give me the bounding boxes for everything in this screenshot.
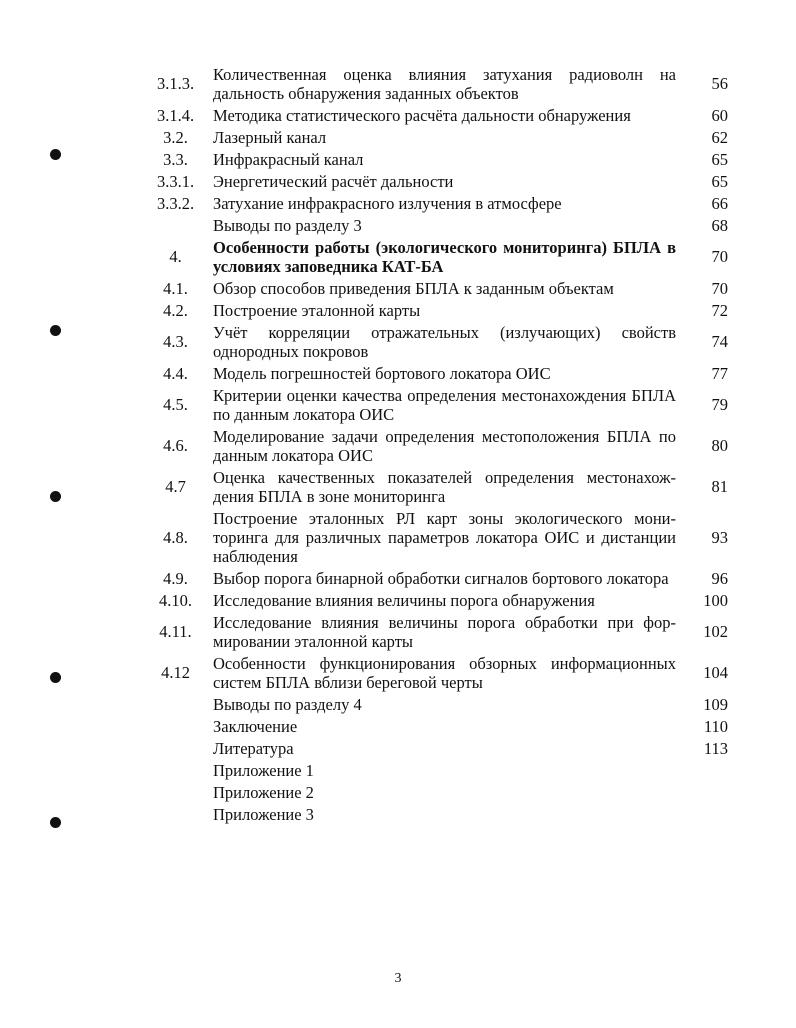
toc-entry-number	[138, 803, 213, 825]
toc-entry-number	[138, 693, 213, 715]
toc-entry-page: 113	[703, 738, 728, 758]
toc-entry	[138, 362, 728, 384]
toc-entry-title: Количественная оценка влияния затухания радиоволн на дальность обнаружения заданных объектов	[213, 64, 676, 103]
toc-entry-page: 56	[711, 74, 728, 93]
toc-entry-number: 4.4.	[163, 363, 188, 383]
toc-entry	[138, 299, 728, 321]
toc-entry-page: 62	[711, 127, 728, 147]
toc-entry-number	[138, 759, 213, 781]
toc-entry	[138, 781, 728, 803]
toc-entry-number	[138, 214, 213, 236]
toc-entry	[138, 170, 728, 192]
binding-hole	[50, 325, 61, 336]
toc-entry-page: 96	[711, 568, 728, 588]
page-number: 3	[394, 971, 402, 986]
toc-entry-number	[138, 737, 213, 759]
toc-entry	[138, 589, 728, 611]
toc-entry-number: 4.1.	[163, 278, 188, 298]
toc-entry-page: 66	[711, 193, 728, 213]
toc-entry	[138, 611, 728, 652]
toc-entry-page: 72	[711, 300, 728, 320]
toc-entry	[138, 737, 728, 759]
toc-entry-number: 4.	[169, 247, 182, 266]
toc-entry-page: 80	[711, 436, 728, 455]
toc-entry-page: 70	[711, 247, 728, 266]
toc-entry-title: Особенности функционирования обзорных информационных систем БПЛА вблизи береговой черты	[213, 653, 676, 692]
toc-entry-title: Лазерный канал	[213, 127, 327, 147]
toc-entry	[138, 148, 728, 170]
toc-entry-title: Методика статистического расчёта дальности обнаружения	[213, 105, 631, 125]
toc-entry	[138, 321, 728, 362]
toc-entry-title: Обзор способов приведения БПЛА к заданным объектам	[213, 278, 614, 298]
toc-entry-title: Оценка качественных показателей определения местонахождения БПЛА в зоне мониторинга	[213, 467, 676, 506]
toc-entry-title: Построение эталонных РЛ карт зоны экологического мониторинга для различных параметров локатора ОИС и дистанции наблюдения	[213, 508, 676, 566]
toc-entry-title: Приложение 1	[213, 760, 314, 780]
toc-entry-number: 3.1.4.	[156, 105, 195, 125]
toc-entry-page: 109	[703, 694, 728, 714]
binding-hole	[50, 491, 61, 502]
toc-entry-number: 4.8.	[163, 527, 188, 547]
toc-entry-title: Исследование влияния величины порога обработки при формировании эталонной карты	[213, 612, 676, 651]
toc-entry-title: Моделирование задачи определения местоположения БПЛА по данным локатора ОИС	[213, 426, 676, 465]
toc-entry-title: Выводы по разделу 3	[213, 215, 362, 235]
toc-entry-page: 74	[711, 332, 728, 351]
toc-entry-title: Литература	[213, 738, 294, 758]
toc-entry-page: 81	[711, 477, 728, 496]
toc-entry-page: 60	[711, 105, 728, 125]
toc-entry-title: Выводы по разделу 4	[213, 694, 362, 714]
toc-entry-page: 100	[703, 590, 728, 610]
toc-entry-number: 4.12	[161, 663, 190, 682]
toc-entry-page: 110	[703, 716, 728, 736]
toc-entry-number: 4.7	[165, 477, 186, 496]
binding-hole	[50, 817, 61, 828]
toc-entry	[138, 466, 728, 507]
toc-entry	[138, 803, 728, 825]
toc-entry-page	[676, 781, 728, 803]
toc-entry-title: Критерии оценки качества определения местонахождения БПЛА по данным локатора ОИС	[213, 385, 676, 424]
toc-entry-number: 4.9.	[163, 568, 188, 588]
toc-entry	[138, 214, 728, 236]
toc-entry-page: 104	[703, 663, 728, 682]
toc-entry-number: 4.10.	[159, 590, 192, 610]
toc-entry-number: 4.2.	[163, 300, 188, 320]
table-of-contents	[138, 63, 728, 825]
toc-entry	[138, 126, 728, 148]
toc-entry-title: Приложение 2	[213, 782, 314, 802]
toc-entry-number	[138, 715, 213, 737]
toc-entry-page: 65	[711, 149, 728, 169]
toc-entry-page	[676, 759, 728, 781]
toc-entry-number: 3.1.3.	[156, 74, 195, 93]
toc-entry-title: Модель погрешностей бортового локатора ОИС	[213, 363, 551, 383]
toc-entry-page	[676, 803, 728, 825]
toc-entry-page: 68	[711, 215, 728, 235]
toc-entry-title: Заключение	[213, 716, 298, 736]
toc-entry	[138, 759, 728, 781]
toc-entry-title: Приложение 3	[213, 804, 314, 824]
toc-entry-number: 4.5.	[163, 395, 188, 414]
toc-entry-title: Выбор порога бинарной обработки сигналов бортового локатора	[213, 568, 669, 588]
toc-entry-title: Особенности работы (экологического мониторинга) БПЛА в условиях заповедника КАТ-БА	[213, 237, 676, 276]
binding-hole	[50, 672, 61, 683]
toc-entry-number	[138, 781, 213, 803]
toc-entry-number: 4.11.	[159, 622, 192, 641]
toc-entry-number: 3.3.1.	[156, 171, 195, 191]
toc-entry-number: 3.3.2.	[156, 193, 195, 213]
toc-entry-page: 77	[711, 363, 728, 383]
toc-entry	[138, 236, 728, 277]
toc-entry	[138, 425, 728, 466]
toc-entry-title: Энергетический расчёт дальности	[213, 171, 454, 191]
toc-entry-number: 3.3.	[163, 149, 188, 169]
toc-entry-number: 3.2.	[163, 127, 188, 147]
toc-entry-page: 102	[703, 622, 728, 641]
toc-entry	[138, 652, 728, 693]
toc-entry	[138, 384, 728, 425]
toc-entry-number: 4.6.	[163, 436, 188, 455]
toc-entry	[138, 567, 728, 589]
toc-entry-title: Исследование влияния величины порога обнаружения	[213, 590, 595, 610]
toc-entry-title: Построение эталонной карты	[213, 300, 421, 320]
toc-entry-number: 4.3.	[163, 332, 188, 351]
binding-hole	[50, 149, 61, 160]
toc-entry-page: 70	[711, 278, 728, 298]
toc-entry-page: 93	[711, 527, 728, 547]
toc-entry-page: 65	[711, 171, 728, 191]
toc-entry-title: Затухание инфракрасного излучения в атмосфере	[213, 193, 562, 213]
toc-entry-page: 79	[711, 395, 728, 414]
toc-entry	[138, 507, 728, 567]
toc-entry	[138, 277, 728, 299]
toc-entry	[138, 192, 728, 214]
toc-entry-title: Инфракрасный канал	[213, 149, 364, 169]
toc-entry	[138, 63, 728, 104]
toc-entry	[138, 104, 728, 126]
toc-entry-title: Учёт корреляции отражательных (излучающих) свойств однородных покровов	[213, 322, 676, 361]
toc-entry	[138, 693, 728, 715]
toc-entry	[138, 715, 728, 737]
